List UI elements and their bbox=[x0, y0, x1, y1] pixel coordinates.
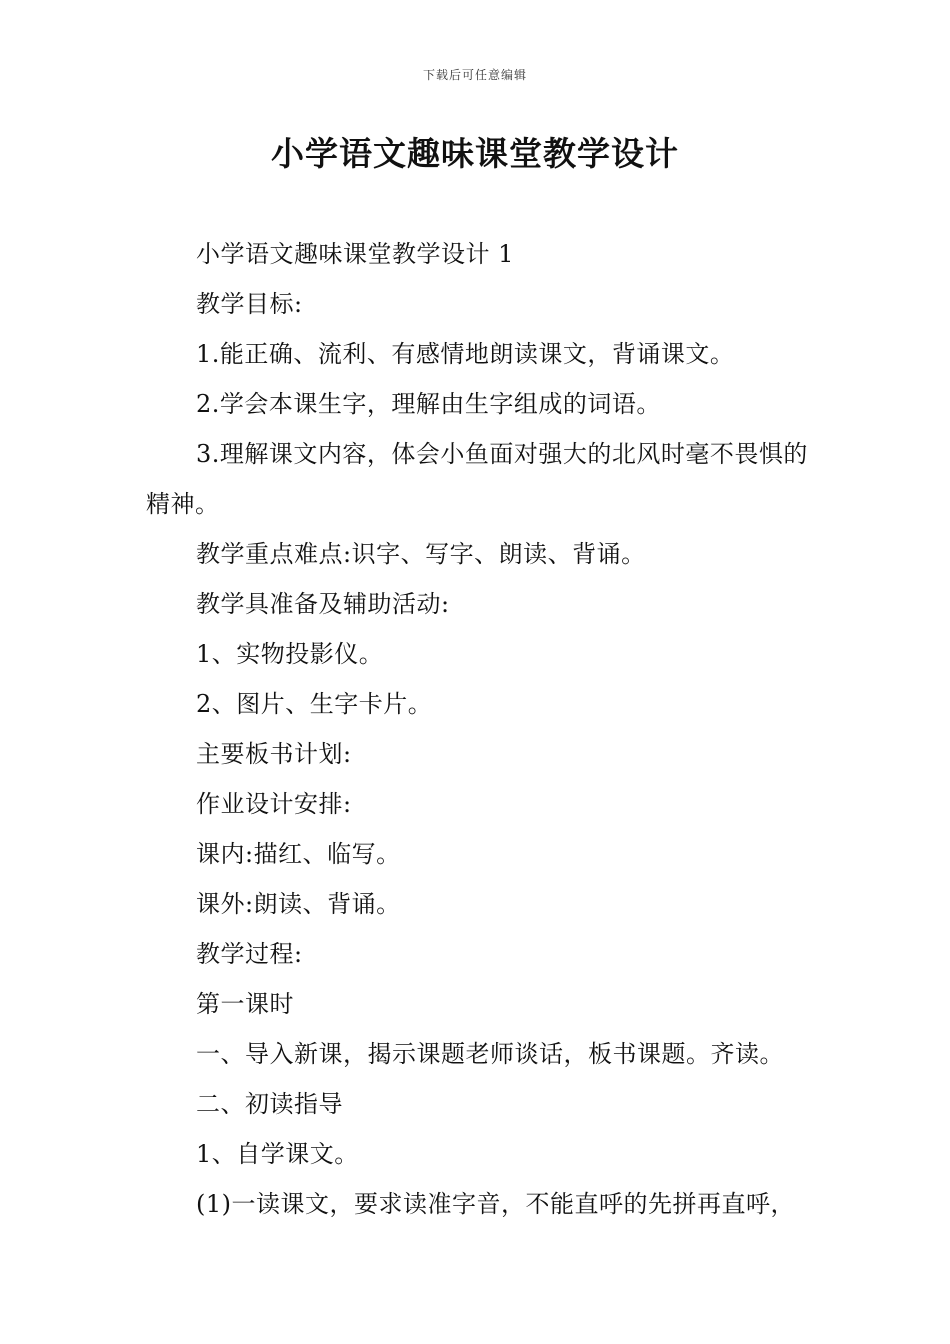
paragraph: 主要板书计划: bbox=[196, 740, 352, 768]
paragraph: 1、实物投影仪。 bbox=[196, 640, 384, 668]
header-note: 下载后可任意编辑 bbox=[422, 68, 527, 82]
paragraph: 课内:描红、临写。 bbox=[196, 840, 401, 868]
paragraph: 教学重点难点:识字、写字、朗读、背诵。 bbox=[196, 540, 646, 568]
paragraph: 教学目标: bbox=[196, 290, 303, 318]
paragraph: 第一课时 bbox=[196, 990, 294, 1018]
paragraph: 3.理解课文内容，体会小鱼面对强大的北风时毫不畏惧的精神。 bbox=[146, 440, 808, 518]
paragraph: 课外:朗读、背诵。 bbox=[196, 890, 401, 918]
paragraph: (1)一读课文，要求读准字音，不能直呼的先拼再直呼， bbox=[196, 1190, 795, 1218]
paragraph: 1、自学课文。 bbox=[196, 1140, 359, 1168]
paragraph: 二、初读指导 bbox=[196, 1090, 343, 1118]
paragraph: 教学过程: bbox=[196, 940, 303, 968]
paragraph: 2.学会本课生字，理解由生字组成的词语。 bbox=[196, 390, 661, 418]
paragraph: 2、图片、生字卡片。 bbox=[196, 690, 433, 718]
paragraph: 教学具准备及辅助活动: bbox=[196, 590, 450, 618]
paragraph: 小学语文趣味课堂教学设计 1 bbox=[196, 240, 514, 268]
paragraph: 1.能正确、流利、有感情地朗读课文，背诵课文。 bbox=[196, 340, 735, 368]
document-body bbox=[146, 229, 826, 1229]
document-title: 小学语文趣味课堂教学设计 bbox=[271, 134, 679, 173]
paragraph: 作业设计安排: bbox=[196, 790, 352, 818]
paragraph: 一、导入新课，揭示课题老师谈话，板书课题。齐读。 bbox=[196, 1040, 784, 1068]
